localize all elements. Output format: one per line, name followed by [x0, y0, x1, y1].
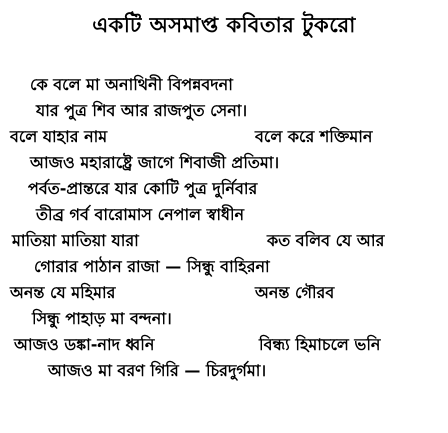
poem-line-11-left: আজও ডঙ্কা-নাদ ধ্বনি — [14, 335, 155, 354]
poem-line-3 — [10, 124, 440, 150]
poem-line-6 — [36, 202, 436, 228]
poem-line-8-text: গোরার পাঠান রাজা — সিন্ধু বাহিরনা — [34, 257, 270, 276]
poem-line-1 — [30, 72, 430, 98]
poem-line-2 — [36, 98, 436, 124]
poem-line-4-text: আজও মহারাষ্ট্রে জাগে শিবাজী প্রতিমা। — [30, 153, 280, 172]
poem-line-5 — [28, 176, 438, 202]
poem-line-9-left: অনন্ত যে মহিমার — [10, 283, 116, 302]
poem-line-3-right: বলে করে শক্তিমান — [255, 127, 373, 146]
poem-line-11-right: বিন্ধ্য হিমাচলে ভনি — [259, 335, 381, 354]
poem-line-11 — [14, 332, 440, 358]
poem-line-12-text: আজও মা বরণ গিরি — চিরদুর্গমা। — [48, 361, 267, 380]
poem-line-3-left: বলে যাহার নাম — [10, 127, 108, 146]
poem-line-4 — [30, 150, 440, 176]
poem-line-1-text: কে বলে মা অনাথিনী বিপন্নবদনা — [30, 75, 233, 94]
poem-line-10 — [32, 306, 432, 332]
poem-line-2-text: যার পুত্র শিব আর রাজপুত সেনা। — [36, 101, 248, 120]
poem-line-9-right: অনন্ত গৌরব — [255, 283, 335, 302]
poem-line-7-left: মাতিয়া মাতিয়া যারা — [12, 231, 139, 250]
poem-line-8 — [34, 254, 434, 280]
poem-line-9 — [10, 280, 440, 306]
poem-line-10-text: সিন্ধু পাহাড় মা বন্দনা। — [32, 309, 172, 328]
poem-title: একটি অসমাপ্ত কবিতার টুকরো — [92, 13, 356, 37]
poem-line-7-right: কত বলিব যে আর — [267, 231, 385, 250]
poem-line-12 — [48, 358, 438, 384]
poem-line-7 — [12, 228, 442, 254]
poem-line-6-text: তীব্র গর্ব বারোমাস নেপাল স্বাধীন — [36, 205, 245, 224]
poem-line-5-text: পর্বত-প্রান্তরে যার কোটি পুত্র দুর্নিবার — [28, 179, 258, 198]
